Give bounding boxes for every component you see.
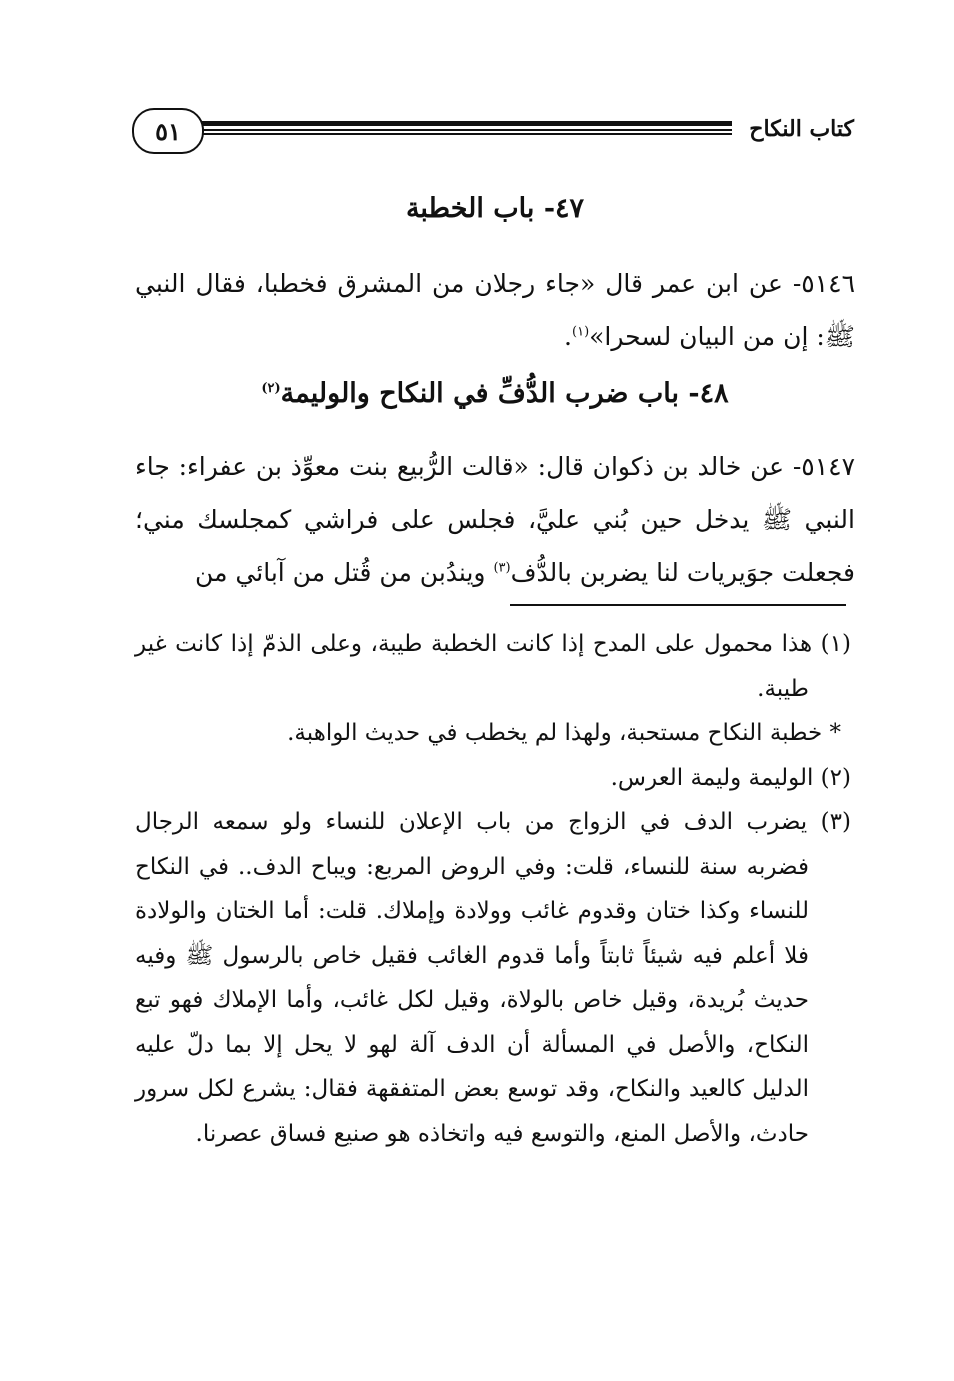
hadith-5146 bbox=[135, 257, 855, 363]
footnote-3: (٣) يضرب الدف في الزواج من باب الإعلان للنساء ولو سمعه الرجال فضربه سنة للنساء، قلت: وفي الروض المربع: ويباح الدف.. في النكاح للنساء وكذا ختان وقدوم غائب وولادة وإملاك. قلت: أما الختان والولادة فلا أعلم فيه شيئاً ثابتاً وأما قدوم الغائب فقيل خاص بالرسول ﷺ وفيه حديث بُريدة، وقيل خاص بالولاة، وقيل لكل غائب، وأما الإملاك فهو تبع النكاح، والأصل في المسألة أن الدف آلة لهو لا يحل إلا بما دلّ عليه الدليل كالعيد والنكاح، وقد توسع بعض المتفقهة فقال: يشرع لكل سرور حادث، والأصل المنع، والتوسع فيه واتخاذه هو صنيع فساق عصرنا. bbox=[135, 809, 851, 1147]
footnote-separator bbox=[510, 604, 846, 606]
page-header bbox=[132, 108, 854, 158]
hadith-5147-text-2: ويندُبن من قُتل من آبائي من bbox=[195, 558, 494, 587]
hadith-5147 bbox=[135, 440, 855, 599]
footnote-ref-2: (٢) bbox=[261, 381, 281, 396]
hadith-5146-end: . bbox=[564, 322, 572, 351]
footnote-ref-3: (٣) bbox=[493, 560, 511, 576]
star-note: * خطبة النكاح مستحبة، ولهذا لم يخطب في حديث الواهبة. bbox=[287, 720, 841, 746]
page-number: ٥١ bbox=[132, 108, 204, 154]
hadith-5147-text-1: ٥١٤٧- عن خالد بن ذكوان قال: «قالت الرُّبيع بنت معوِّذ بن عفراء: جاء النبي ﷺ يدخل حين بُني عليَّ، فجلس على فراشي كمجلسك مني؛ فجعلت جوَيريات لنا يضربن بالدُّف bbox=[135, 452, 855, 587]
chapter-48-title: ٤٨- باب ضرب الدُّفِّ في النكاح والوليمة bbox=[280, 378, 729, 409]
footnote-ref-1: (١) bbox=[572, 324, 590, 340]
footnote-1: (١) هذا محمول على المدح إذا كانت الخطبة طيبة، وعلى الذمّ إذا كانت غير طيبة. bbox=[135, 631, 851, 702]
book-title: كتاب النكاح bbox=[749, 116, 854, 142]
footnote-2: (٢) الوليمة وليمة العرس. bbox=[610, 764, 851, 791]
chapter-heading-47: ٤٧- باب الخطبة bbox=[405, 193, 585, 224]
footnotes bbox=[135, 622, 851, 1156]
chapter-heading-48 bbox=[135, 378, 855, 409]
header-rule bbox=[202, 119, 732, 141]
hadith-5146-text: ٥١٤٦- عن ابن عمر قال «جاء رجلان من المشرق فخطبا، فقال النبي ﷺ: إن من البيان لسحرا» bbox=[135, 269, 855, 351]
